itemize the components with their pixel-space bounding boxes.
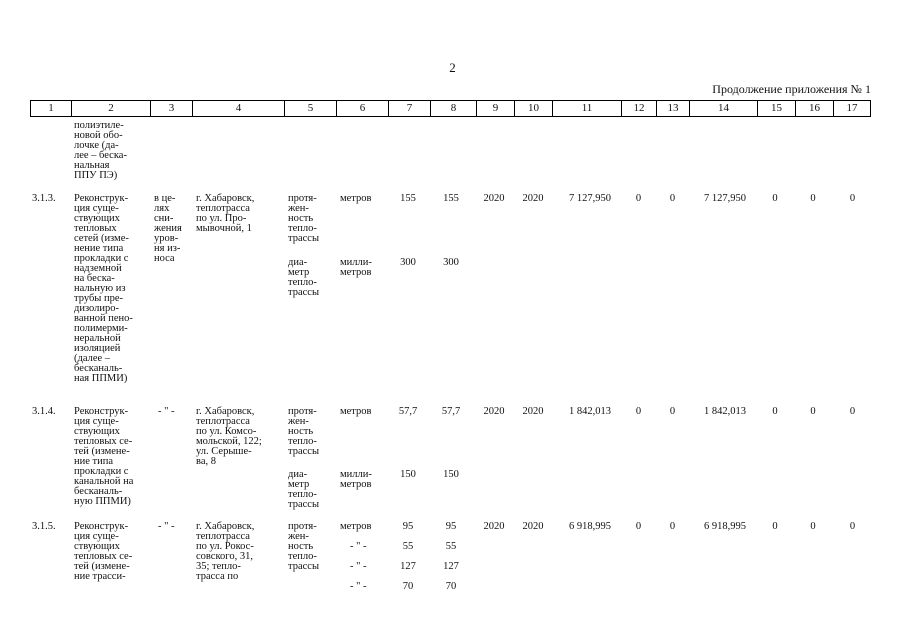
column-header-12: 12 xyxy=(621,101,656,116)
column-header-3: 3 xyxy=(150,101,192,116)
row-col13: 0 xyxy=(669,406,676,417)
row-col15: 0 xyxy=(772,521,778,532)
row-col10: 2020 xyxy=(522,406,544,417)
row-unit-ditto: - " - xyxy=(350,581,367,592)
row-col7-2: 300 xyxy=(400,257,416,268)
row-col16: 0 xyxy=(810,521,816,532)
row-parameter: протя- жен- ность тепло- трассы xyxy=(288,193,320,244)
row-col17: 0 xyxy=(849,406,856,417)
row-col8: 55 xyxy=(445,541,457,552)
row-col11: 6 918,995 xyxy=(569,521,611,532)
row-parameter-2: диа- метр тепло- трассы xyxy=(288,257,320,298)
row-unit: метров xyxy=(340,406,372,417)
row-col7-2: 150 xyxy=(400,469,416,480)
row-col7: 155 xyxy=(400,193,416,204)
row-purpose: - " - xyxy=(158,521,175,532)
row-number: 3.1.4. xyxy=(32,406,56,417)
row-col7: 95 xyxy=(402,521,414,532)
row-unit-2: милли- метров xyxy=(340,469,372,490)
row-col11: 7 127,950 xyxy=(569,193,611,204)
column-header-8: 8 xyxy=(430,101,476,116)
row-col9: 2020 xyxy=(483,521,505,532)
row-col7: 55 xyxy=(402,541,414,552)
row-col12: 0 xyxy=(635,193,642,204)
column-header-13: 13 xyxy=(656,101,689,116)
row-col14: 7 127,950 xyxy=(704,193,746,204)
column-header-15: 15 xyxy=(757,101,795,116)
table-header xyxy=(30,100,871,117)
column-header-1: 1 xyxy=(48,102,54,114)
page-number: 2 xyxy=(449,60,456,75)
row-col7: 127 xyxy=(400,561,416,572)
row-col7: 57,7 xyxy=(398,406,418,417)
row-col16: 0 xyxy=(810,406,816,417)
row-purpose: в це- лях сни- жения уров- ня из- носа xyxy=(154,193,182,264)
row-col7: 70 xyxy=(402,581,414,592)
row-unit-ditto: - " - xyxy=(350,541,367,552)
row-name: Реконструк- ция суще- ствующих тепловых се- тей (измене- ние типа прокладки с канальной на бесканаль- ную ППМИ) xyxy=(74,406,134,507)
column-header-11: 11 xyxy=(552,101,621,116)
column-header-2: 2 xyxy=(71,101,150,116)
column-header-9: 9 xyxy=(476,101,514,116)
column-header-10: 10 xyxy=(514,101,552,116)
row-unit-ditto: - " - xyxy=(350,561,367,572)
row-col13: 0 xyxy=(669,193,676,204)
row-purpose: - " - xyxy=(158,406,175,417)
column-header-17: 17 xyxy=(833,101,870,116)
row-col10: 2020 xyxy=(522,193,544,204)
row-unit: метров xyxy=(340,521,372,532)
column-header-16: 16 xyxy=(795,101,833,116)
row-col14: 1 842,013 xyxy=(704,406,746,417)
row-col8: 95 xyxy=(445,521,457,532)
row-col12: 0 xyxy=(635,406,642,417)
column-header-14: 14 xyxy=(689,101,757,116)
column-header-6: 6 xyxy=(336,101,388,116)
row-col9: 2020 xyxy=(483,193,505,204)
row-col15: 0 xyxy=(772,406,778,417)
column-header-5: 5 xyxy=(284,101,336,116)
row-number: 3.1.5. xyxy=(32,521,56,532)
row-col16: 0 xyxy=(810,193,816,204)
row-col17: 0 xyxy=(849,521,856,532)
row-name: Реконструк- ция суще- ствующих тепловых се- тей (измене- ние трасси- xyxy=(74,521,133,582)
row-col14: 6 918,995 xyxy=(704,521,746,532)
row-address: г. Хабаровск, теплотрасса по ул. Комсо- мольской, 122; ул. Серыше- ва, 8 xyxy=(196,406,262,467)
row-address: г. Хабаровск, теплотрасса по ул. Рокос- совского, 31, 35; тепло- трасса по xyxy=(196,521,255,582)
row-col13: 0 xyxy=(669,521,676,532)
row-parameter-2: диа- метр тепло- трассы xyxy=(288,469,320,510)
row-col9: 2020 xyxy=(483,406,505,417)
row-unit-2: милли- метров xyxy=(340,257,372,278)
row-parameter: протя- жен- ность тепло- трассы xyxy=(288,406,320,457)
row-col10: 2020 xyxy=(522,521,544,532)
row-col8: 57,7 xyxy=(441,406,461,417)
carry-over-text: полиэтиле- новой обо- лочке (да- лее – беска- нальная ППУ ПЭ) xyxy=(74,120,127,181)
row-col11: 1 842,013 xyxy=(569,406,611,417)
row-col8: 155 xyxy=(443,193,459,204)
row-number: 3.1.3. xyxy=(32,193,56,204)
row-col8-2: 300 xyxy=(443,257,459,268)
continuation-caption: Продолжение приложения № 1 xyxy=(712,82,871,96)
row-col8: 127 xyxy=(443,561,459,572)
column-header-4: 4 xyxy=(192,101,284,116)
row-col15: 0 xyxy=(772,193,778,204)
row-name: Реконструк- ция суще- ствующих тепловых сетей (изме- нение типа прокладки с надземной на беска- нальную из трубы пре- дизолиро- ванной пено- полимерми- неральной изоляцией (далее – бесканаль- ная ППМИ) xyxy=(74,193,133,384)
row-col17: 0 xyxy=(849,193,856,204)
row-parameter: протя- жен- ность тепло- трассы xyxy=(288,521,320,572)
row-unit: метров xyxy=(340,193,372,204)
row-col12: 0 xyxy=(635,521,642,532)
row-address: г. Хабаровск, теплотрасса по ул. Про- мывочной, 1 xyxy=(196,193,255,234)
row-col8: 70 xyxy=(445,581,457,592)
column-header-7: 7 xyxy=(388,101,430,116)
row-col8-2: 150 xyxy=(443,469,459,480)
